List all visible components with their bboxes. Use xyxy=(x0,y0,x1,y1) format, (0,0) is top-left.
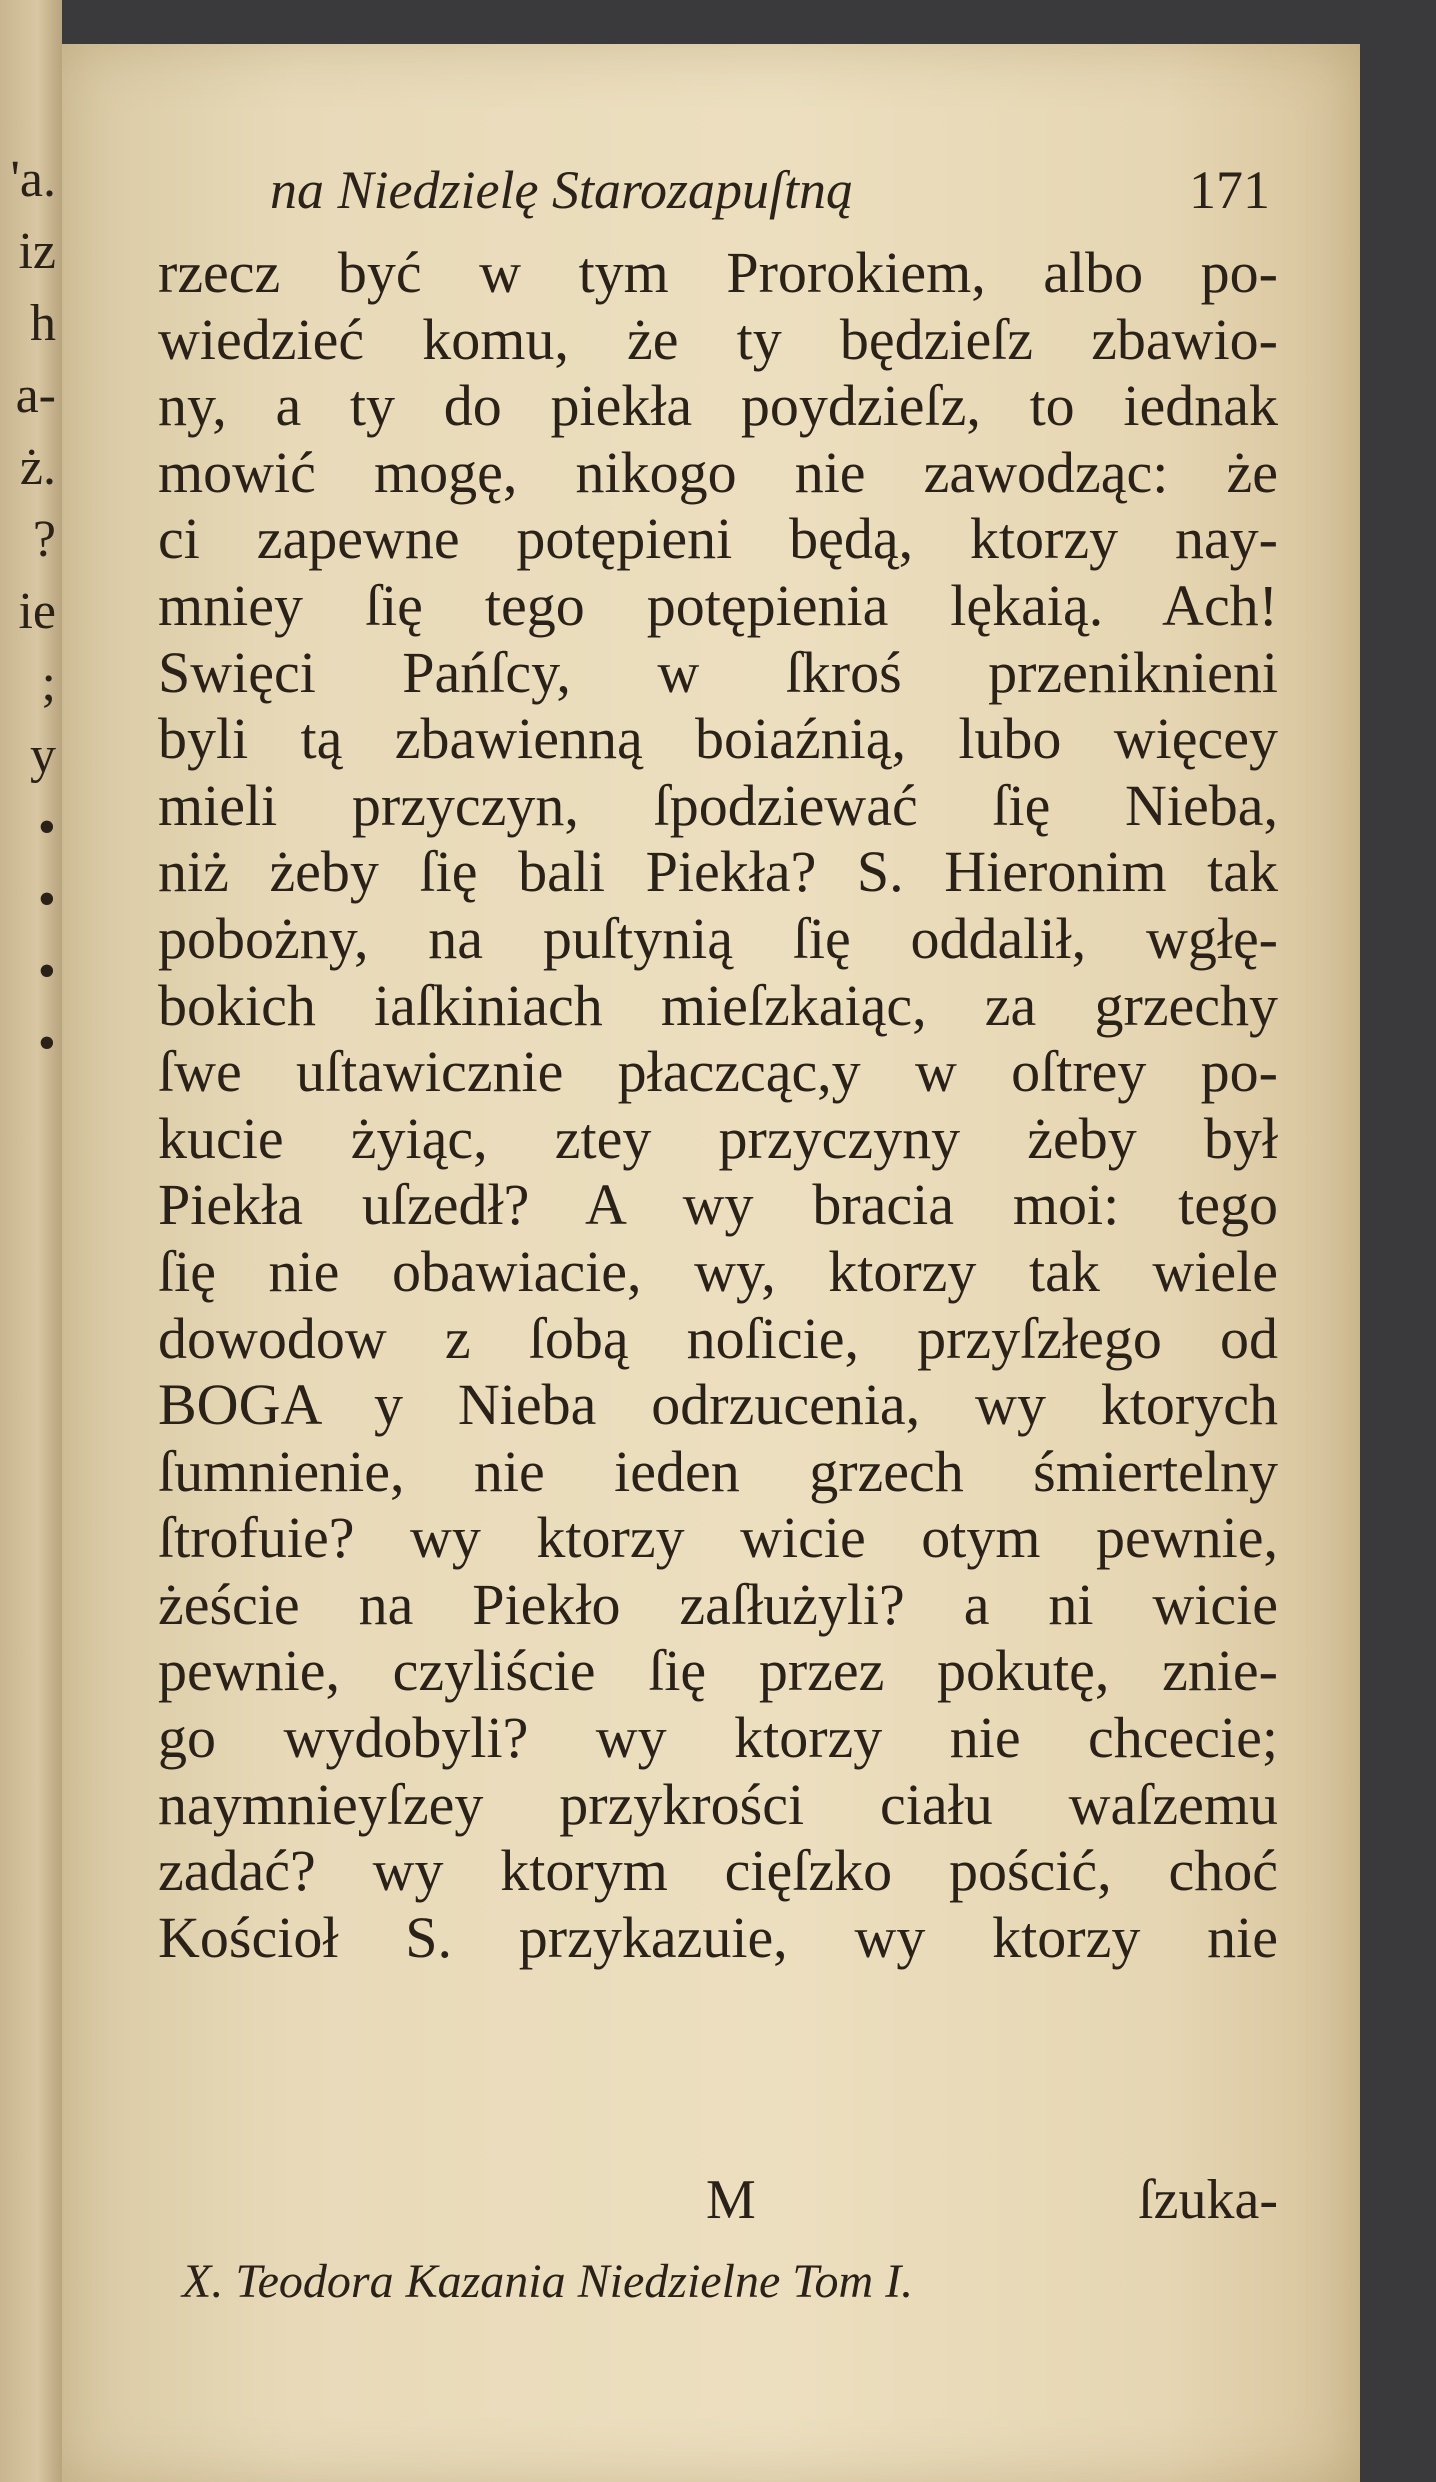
adjacent-page-fragment: • xyxy=(37,1015,56,1072)
adjacent-page-fragment: ż. xyxy=(19,439,56,496)
text-line: mieli przyczyn, ſpodziewać ſię Nieba, xyxy=(158,772,1278,838)
text-line: wiedzieć komu, że ty będzieſz zbawio- xyxy=(158,306,1278,372)
text-line: Kościoł S. przykazuie, wy ktorzy nie xyxy=(158,1904,1278,1970)
adjacent-page-fragment: • xyxy=(37,871,56,928)
text-line: BOGA y Nieba odrzucenia, wy ktorych xyxy=(158,1372,1278,1438)
adjacent-page-fragment: • xyxy=(37,799,56,856)
adjacent-page-fragment: 'a. xyxy=(10,151,56,208)
text-line: Piekła uſzedł? A wy bracia moi: tego xyxy=(158,1172,1278,1238)
text-line: pewnie, czyliście ſię przez pokutę, znie- xyxy=(158,1638,1278,1704)
text-line: Swięci Pańſcy, w ſkroś przeniknieni xyxy=(158,639,1278,705)
page-number: 171 xyxy=(1189,160,1270,220)
text-line: zadać? wy ktorym cięſzko pościć, choć xyxy=(158,1838,1278,1904)
adjacent-page-fragment: a- xyxy=(15,367,56,424)
adjacent-page-edge xyxy=(0,0,62,2482)
adjacent-page-fragment: ie xyxy=(18,583,56,640)
adjacent-page-fragment: iz xyxy=(18,223,56,280)
running-title: na Niedzielę Starozapuſtną xyxy=(270,160,853,220)
footer-title: X. Teodora Kazania Niedzielne Tom I. xyxy=(182,2255,914,2308)
text-line: go wydobyli? wy ktorzy nie chcecie; xyxy=(158,1705,1278,1771)
text-line: ſię nie obawiacie, wy, ktorzy tak wiele xyxy=(158,1238,1278,1304)
text-line: mowić mogę, nikogo nie zawodząc: że xyxy=(158,439,1278,505)
text-line: naymnieyſzey przykrości ciału waſzemu xyxy=(158,1771,1278,1837)
text-line: ci zapewne potępieni będą, ktorzy nay- xyxy=(158,506,1278,572)
running-header xyxy=(270,159,1270,239)
adjacent-page-fragment: • xyxy=(37,943,56,1000)
text-line: kucie żyiąc, ztey przyczyny żeby był xyxy=(158,1105,1278,1171)
adjacent-page-fragment: ; xyxy=(41,655,56,712)
text-line: byli tą zbawienną boiaźnią, lubo więcey xyxy=(158,706,1278,772)
body-text xyxy=(158,240,1278,1971)
text-line: bokich iaſkiniach mieſzkaiąc, za grzechy xyxy=(158,972,1278,1038)
text-line: dowodow z ſobą noſicie, przyſzłego od xyxy=(158,1305,1278,1371)
text-line: niż żeby ſię bali Piekła? S. Hieronim tak xyxy=(158,839,1278,905)
adjacent-page-fragment: y xyxy=(30,727,56,784)
text-line: mniey ſię tego potępienia lękaią. Ach! xyxy=(158,572,1278,638)
adjacent-page-fragment: ? xyxy=(32,511,56,568)
catchword: ſzuka- xyxy=(1138,2169,1278,2231)
text-line: ſtrofuie? wy ktorzy wicie otym pewnie, xyxy=(158,1505,1278,1571)
book-page xyxy=(62,44,1360,2482)
adjacent-page-fragment: h xyxy=(30,295,56,352)
text-line: ny, a ty do piekła poydzieſz, to iednak xyxy=(158,373,1278,439)
signature-row xyxy=(158,2168,1278,2238)
signature-mark: M xyxy=(706,2169,756,2231)
text-line: żeście na Piekło zaſłużyli? a ni wicie xyxy=(158,1571,1278,1637)
text-line: ſumnienie, nie ieden grzech śmiertelny xyxy=(158,1438,1278,1504)
text-line: rzecz być w tym Prorokiem, albo po- xyxy=(158,240,1278,305)
text-line: ſwe uſtawicznie płaczcąc,y w oſtrey po- xyxy=(158,1039,1278,1105)
text-line: pobożny, na puſtynią ſię oddalił, wgłę- xyxy=(158,905,1278,971)
